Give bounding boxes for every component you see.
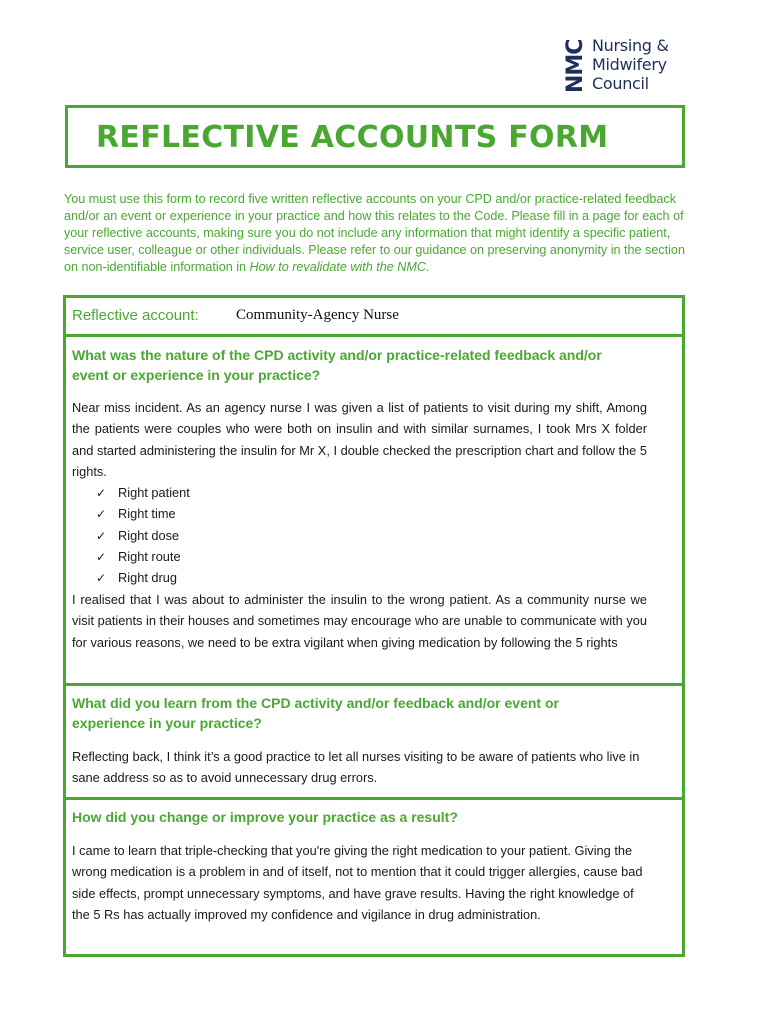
intro-text: You must use this form to record five written reflective accounts on your CPD and/or practice-related feedback and/or an event or experience in your practice and how this relates to the Code. Please fill in a page for each of your reflective accounts, making sure you do not include any information that might identify a specific patient, service user, colleague or other individuals. Please refer to our guidance on preserving anonymity in the section on non-identifiable information in xyxy=(64,192,685,274)
check-icon: ✓ xyxy=(96,549,107,564)
list-item: ✓ Right dose xyxy=(96,525,190,546)
intro-italic-title: How to revalidate with the NMC xyxy=(249,260,426,274)
logo-line-3: Council xyxy=(592,74,649,93)
check-icon: ✓ xyxy=(96,507,107,522)
page-title: REFLECTIVE ACCOUNTS FORM xyxy=(96,120,609,155)
five-rights-checklist xyxy=(96,482,190,588)
question-2: What did you learn from the CPD activity and/or feedback and/or event or experience in your practice? xyxy=(72,695,559,731)
answer-1-paragraph-1: Near miss incident. As an agency nurse I was given a list of patients to visit during my shift, Among the patients were couples who were both on insulin and with similar surnames, I took Mrs X folder and started administering the insulin for Mr X, I double checked the prescription chart and follow the 5 rights. xyxy=(72,400,647,479)
reflective-account-form xyxy=(63,295,685,957)
row-divider xyxy=(66,334,682,337)
list-item: ✓ Right drug xyxy=(96,567,190,588)
question-3: How did you change or improve your practice as a result? xyxy=(72,809,458,825)
svg-text:NMC: NMC xyxy=(563,39,588,93)
reflective-account-label: Reflective account: xyxy=(72,307,199,324)
question-1: What was the nature of the CPD activity and/or practice-related feedback and/or event or experience in your practice? xyxy=(72,347,602,383)
check-icon: ✓ xyxy=(96,571,107,586)
logo-line-2: Midwifery xyxy=(592,55,667,74)
nmc-logo-text xyxy=(592,36,669,93)
list-item: ✓ Right route xyxy=(96,546,190,567)
row-divider xyxy=(66,797,682,800)
nmc-logo-mark xyxy=(562,36,588,94)
logo-line-1: Nursing & xyxy=(592,36,669,55)
check-icon: ✓ xyxy=(96,528,107,543)
answer-1-paragraph-2: I realised that I was about to administer the insulin to the wrong patient. As a community nurse we visit patients in their houses and sometimes may encourage who are unable to communicate with you for various reasons, we need to be extra vigilant when giving medication by following the 5 rights xyxy=(72,592,647,650)
answer-3: I came to learn that triple-checking that you're giving the right medication to your patient. Giving the wrong medication is a problem in and of itself, not to mention that it could trigger allergies, cause bad side effects, prompt unnecessary symptoms, and have grave results. Having the right knowledge of the 5 Rs has actually improved my confidence and vigilance in drug administration. xyxy=(72,843,643,922)
intro-paragraph xyxy=(64,191,694,276)
list-item: ✓ Right time xyxy=(96,503,190,524)
intro-end: . xyxy=(425,260,430,274)
title-box xyxy=(65,105,685,168)
answer-2: Reflecting back, I think it’s a good practice to let all nurses visiting to be aware of patients who live in sane address so as to avoid unnecessary drug errors. xyxy=(72,749,640,786)
check-icon: ✓ xyxy=(96,486,107,500)
row-divider xyxy=(66,683,682,686)
list-item: ✓ Right patient xyxy=(96,482,190,503)
nmc-logo xyxy=(562,36,702,94)
reflective-account-value: Community-Agency Nurse xyxy=(236,307,399,323)
